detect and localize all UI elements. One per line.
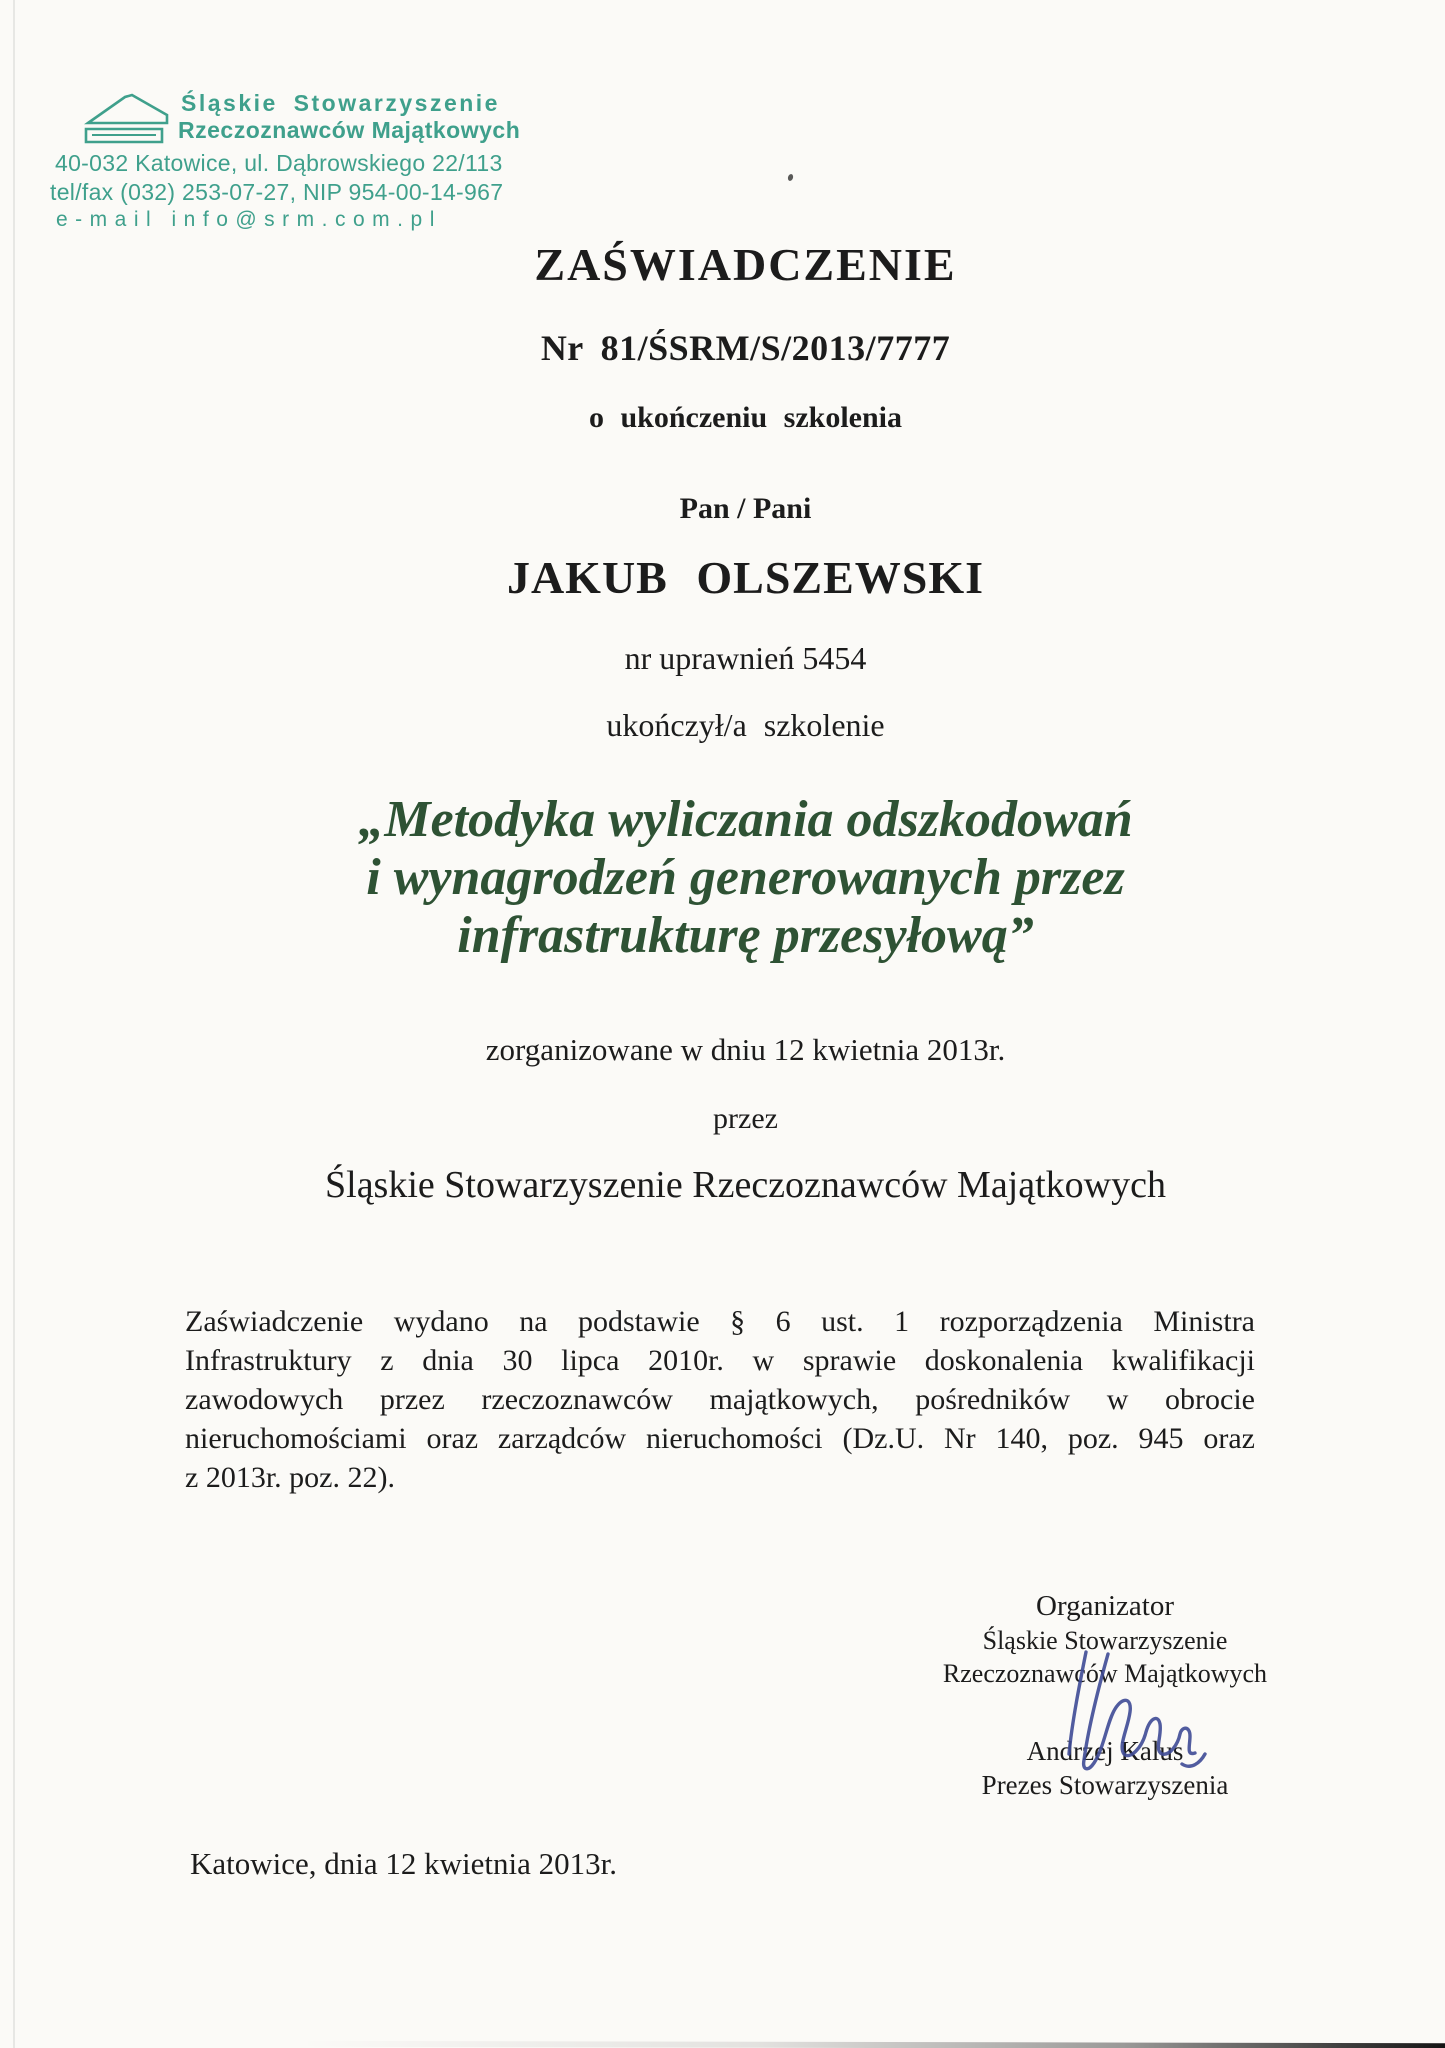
- handwritten-signature: [1052, 1648, 1212, 1798]
- completed-statement: ukończył/a szkolenie: [606, 707, 885, 743]
- signer-name: Andrzej Kalus: [1026, 1736, 1184, 1766]
- legal-line: nieruchomościami oraz zarządców nieruchomości (Dz.U. Nr 140, poz. 945 oraz: [185, 1422, 1255, 1455]
- salutation: Pan / Pani: [679, 492, 812, 525]
- association-logo-icon: [84, 92, 170, 156]
- scan-artifact-bottom-edge: [300, 2041, 1445, 2048]
- legal-line: z 2013r. poz. 22).: [185, 1461, 395, 1494]
- course-title-line3: infrastrukturę przesyłową”: [457, 907, 1034, 964]
- by-word: przez: [713, 1102, 778, 1135]
- place-date-line: Katowice, dnia 12 kwietnia 2013r.: [190, 1846, 618, 1881]
- scan-artifact-left-line: [13, 0, 15, 2048]
- legal-line: Infrastruktury z dnia 30 lipca 2010r. w sprawie doskonalenia kwalifikacji: [185, 1344, 1255, 1377]
- legal-line: zawodowych przez rzeczoznawców majątkowych, pośredników w obrocie: [185, 1383, 1255, 1416]
- signature-org-line2: Rzeczoznawców Majątkowych: [942, 1659, 1268, 1688]
- stamp-email: e-mail info@srm.com.pl: [56, 208, 442, 231]
- stamp-phone-nip: tel/fax (032) 253-07-27, NIP 954-00-14-967: [50, 179, 504, 205]
- legal-line: Zaświadczenie wydano na podstawie § 6 ust. 1 rozporządzenia Ministra: [185, 1305, 1255, 1338]
- scan-artifact-speck: [787, 173, 794, 181]
- organizer-name-line: Śląskie Stowarzyszenie Rzeczoznawców Majątkowych: [325, 1164, 1166, 1206]
- document-title: ZAŚWIADCZENIE: [534, 239, 957, 290]
- course-title-line1: „Metodyka wyliczania odszkodowań: [358, 791, 1133, 848]
- organized-date-line: zorganizowane w dniu 12 kwietnia 2013r.: [485, 1032, 1006, 1067]
- stamp-org-name-line2: Rzeczoznawców Majątkowych: [178, 117, 521, 143]
- license-number: nr uprawnień 5454: [624, 640, 867, 676]
- signer-role: Prezes Stowarzyszenia: [981, 1770, 1229, 1800]
- organizer-heading: Organizator: [1036, 1590, 1174, 1622]
- course-title: [46, 791, 1445, 965]
- signature-org-line1: Śląskie Stowarzyszenie: [982, 1626, 1228, 1655]
- stamp-org-name-line1: Śląskie Stowarzyszenie: [181, 90, 500, 116]
- legal-basis-paragraph: [185, 1302, 1255, 1497]
- stamp-address: 40-032 Katowice, ul. Dąbrowskiego 22/113: [55, 150, 503, 176]
- recipient-name: JAKUB OLSZEWSKI: [506, 552, 985, 603]
- certificate-number: Nr 81/ŚSRM/S/2013/7777: [540, 328, 951, 368]
- course-title-line2: i wynagrodzeń generowanych przez: [366, 849, 1125, 906]
- document-subtitle: o ukończeniu szkolenia: [588, 401, 903, 434]
